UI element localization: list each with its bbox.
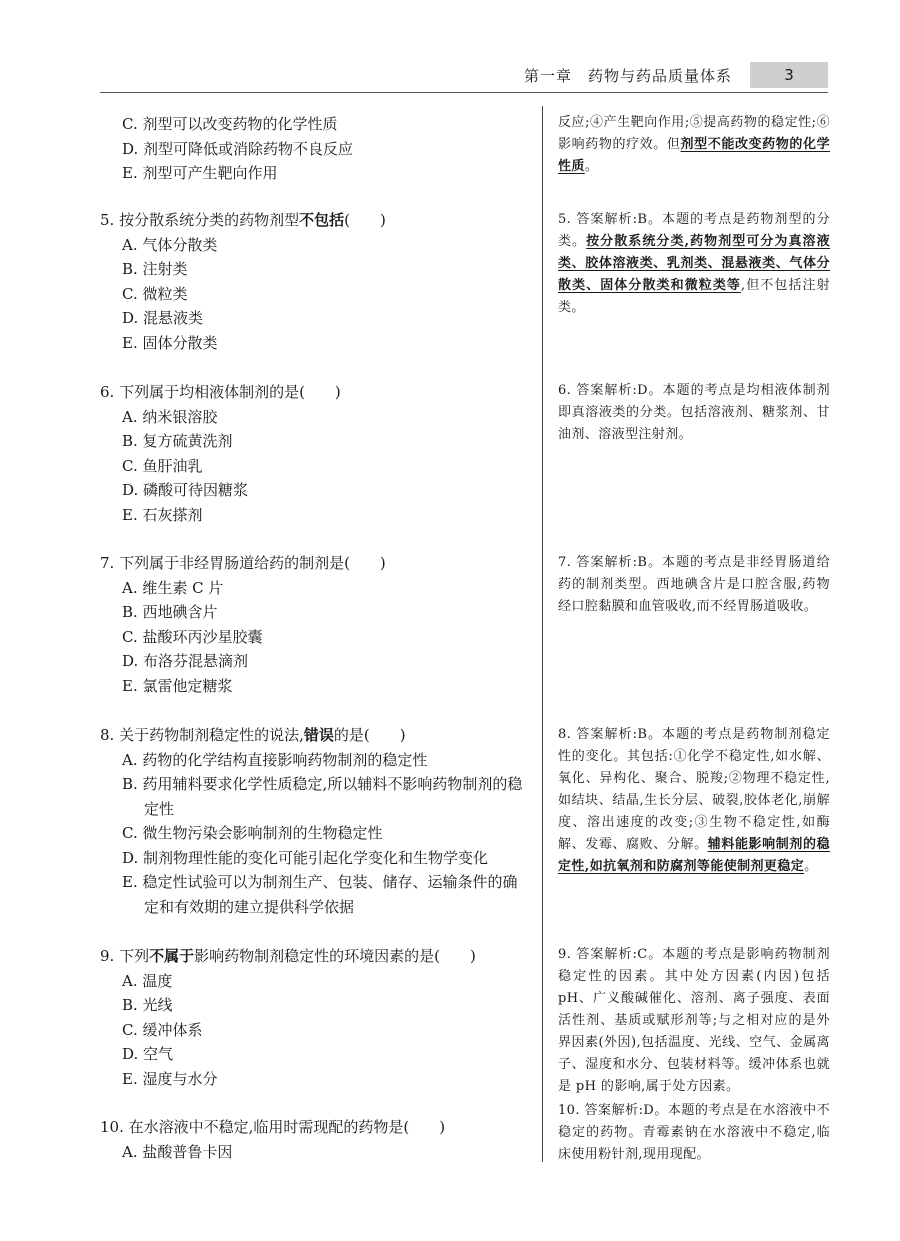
chapter-title: 第一章 药物与药品质量体系 (523, 66, 732, 85)
option-e: E. 氯雷他定糖浆 (122, 676, 233, 695)
page-number: 3 (750, 62, 828, 88)
option-c: C. 缓冲体系 (122, 1020, 203, 1039)
explanation-text: 。 (584, 159, 599, 174)
option-a: A. 气体分散类 (122, 235, 218, 254)
explanation-text: 。 (804, 859, 818, 874)
running-header (524, 62, 828, 88)
question-stem (100, 944, 532, 969)
option-a: A. 纳米银溶胶 (122, 407, 218, 426)
option-e: E. 石灰搽剂 (122, 505, 203, 524)
stem-text: 的是( ) (333, 726, 406, 744)
explanation-7: 7. 答案解析:B。本题的考点是非经胃肠道给药的制剂类型。西地碘含片是口腔含服,药物经口腔黏膜和血管吸收,而不经胃肠道吸收。 (558, 555, 830, 614)
explanation-5 (558, 209, 830, 319)
option-b: B. 复方硫黄洗剂 (122, 432, 233, 450)
explanation-6: 6. 答案解析:D。本题的考点是均相液体制剂即真溶液类的分类。包括溶液剂、糖浆剂、甘油剂、溶液型注射剂。 (558, 383, 830, 442)
question-6 (100, 380, 532, 527)
question-stem (100, 208, 532, 233)
explanation-text: 5. 答案解析:B。本题的考点是药物剂型的分类。 (558, 212, 830, 249)
option-b: B. 注射类 (122, 260, 188, 278)
option-b: B. 光线 (122, 996, 173, 1014)
option-a: A. 温度 (122, 971, 173, 990)
question-stem: 7. 下列属于非经胃肠道给药的制剂是( ) (100, 554, 386, 572)
header-rule (100, 92, 828, 93)
explanation-text: 反应;④产生靶向作用;⑤提高药物的稳定性;⑥影响药物的疗效。但 (558, 115, 830, 152)
option-d: D. 制剂物理性能的变化可能引起化学变化和生物学变化 (122, 848, 489, 867)
option-a: A. 盐酸普鲁卡因 (122, 1142, 233, 1161)
option-b: B. 西地碘含片 (122, 603, 218, 621)
explanation-key-point: 按分散系统分类,药物剂型可分为真溶液类、胶体溶液类、乳剂类、混悬液类、气体分散类、固体分散类和微粒类等 (558, 234, 830, 293)
option-c: C. 微生物污染会影响制剂的生物稳定性 (122, 824, 383, 842)
question-7 (100, 551, 532, 698)
explanation-key-point: 剂型不能改变药物的化学性质 (558, 137, 830, 174)
question-4-tail (100, 112, 532, 186)
option-c: C. 盐酸环丙沙星胶囊 (122, 627, 263, 646)
option-d: D. 布洛芬混悬滴剂 (122, 652, 249, 670)
stem-emphasis: 不包括 (299, 211, 345, 229)
option-b: B. 药用辅料要求化学性质稳定,所以辅料不影响药物制剂的稳定性 (122, 775, 523, 818)
question-stem: 10. 在水溶液中不稳定,临用时需现配的药物是( ) (100, 1118, 446, 1136)
option-c: C. 鱼肝油乳 (122, 456, 203, 475)
explanation-key-point: 辅料能影响制剂的稳定性,如抗氧剂和防腐剂等能使制剂更稳定 (558, 837, 830, 874)
explanation-text: ,但不包括注射类。 (558, 278, 830, 315)
option-c: C. 微粒类 (122, 284, 188, 303)
question-8 (100, 723, 532, 919)
stem-text: 9. 下列 (100, 947, 150, 965)
question-stem: 6. 下列属于均相液体制剂的是( ) (100, 383, 341, 401)
explanation-text: 8. 答案解析:B。本题的考点是药物制剂稳定性的变化。其包括:①化学不稳定性,如水解、氧化、异构化、聚合、脱羧;②物理不稳定性,如结块、结晶,生长分层、破裂,胶体老化,崩解度、溶出速度的改变;③生物不稳定性,如酶解、发霉、腐败、分解。 (558, 727, 830, 852)
option-c: C. 剂型可以改变药物的化学性质 (122, 115, 338, 133)
stem-text: 5. 按分散系统分类的药物剂型 (100, 211, 300, 229)
stem-text: ( ) (344, 211, 386, 229)
option-e: E. 剂型可产生靶向作用 (122, 164, 278, 182)
option-d: D. 空气 (122, 1045, 174, 1063)
option-a: A. 药物的化学结构直接影响药物制剂的稳定性 (122, 750, 428, 769)
explanation-4-tail (558, 112, 830, 178)
explanation-10: 10. 答案解析:D。本题的考点是在水溶液中不稳定的药物。青霉素钠在水溶液中不稳定,临床使用粉针剂,现用现配。 (558, 1103, 830, 1162)
option-d: D. 剂型可降低或消除药物不良反应 (122, 139, 354, 158)
explanation-9: 9. 答案解析:C。本题的考点是影响药物制剂稳定性的因素。其中处方因素(内因)包括 pH、广义酸碱催化、溶剂、离子强度、表面活性剂、基质或赋形剂等;与之相对应的是外界因素(外因),包括温度、光线、空气、金属离子、湿度和水分、包装材料等。缓冲体系也就是 pH 的影响,属于处方因素。 (558, 947, 830, 1094)
option-e: E. 稳定性试验可以为制剂生产、包装、储存、运输条件的确定和有效期的建立提供科学依据 (122, 873, 518, 916)
option-d: D. 混悬液类 (122, 309, 204, 327)
stem-emphasis: 不属于 (149, 947, 195, 965)
question-stem (100, 723, 532, 748)
explanation-8 (558, 724, 830, 878)
stem-emphasis: 错误 (303, 726, 334, 744)
option-e: E. 湿度与水分 (122, 1069, 218, 1088)
question-10 (100, 1115, 532, 1164)
option-e: E. 固体分散类 (122, 333, 218, 352)
question-5 (100, 208, 532, 355)
option-a: A. 维生素 C 片 (122, 578, 224, 597)
stem-text: 8. 关于药物制剂稳定性的说法, (100, 726, 304, 744)
column-divider (542, 106, 543, 1162)
stem-text: 影响药物制剂稳定性的环境因素的是( ) (194, 947, 476, 965)
option-d: D. 磷酸可待因糖浆 (122, 481, 249, 499)
question-9 (100, 944, 532, 1091)
